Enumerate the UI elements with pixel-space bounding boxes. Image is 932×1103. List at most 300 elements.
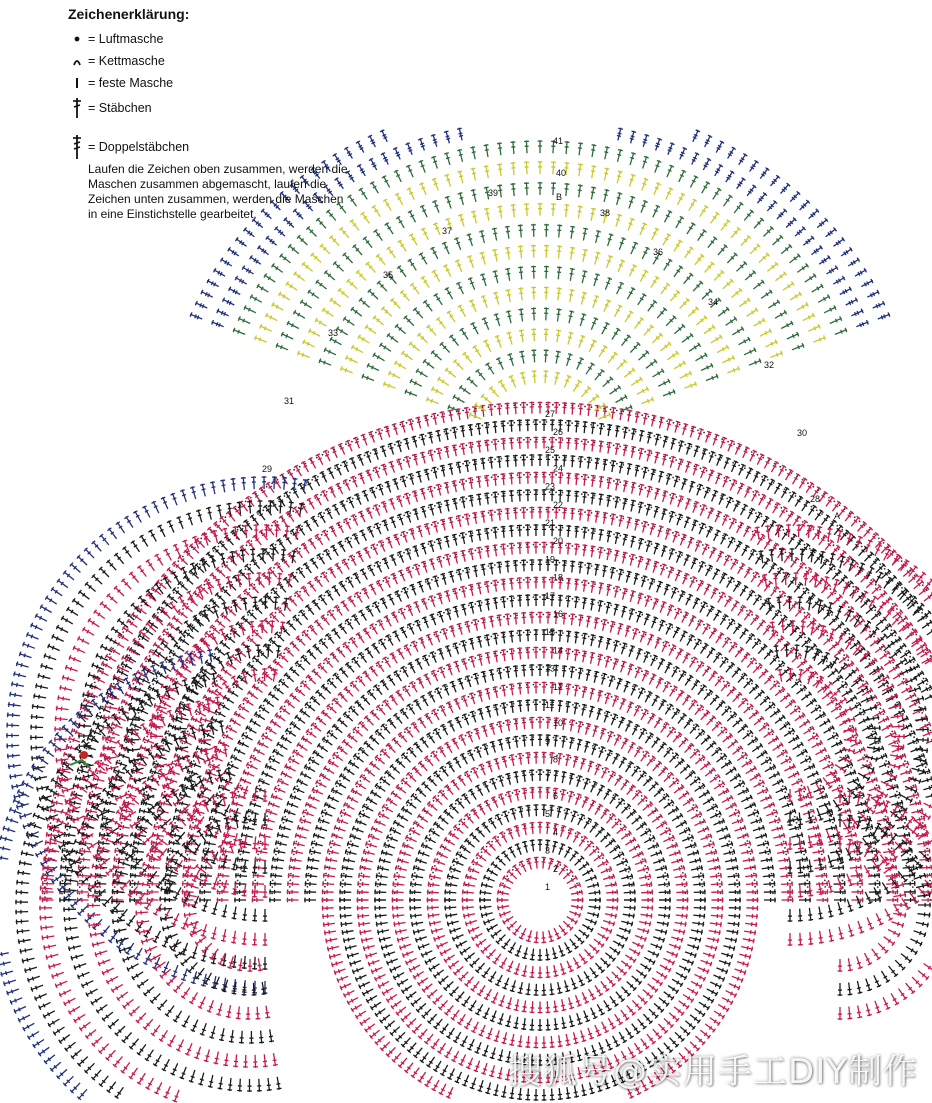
chain-stitch-mark (816, 705, 818, 707)
chain-stitch-mark (513, 545, 515, 547)
chain-stitch-mark (524, 825, 526, 827)
chain-stitch-mark (773, 707, 775, 709)
chain-stitch-mark (561, 846, 563, 848)
double-crochet-mark (250, 755, 261, 762)
chain-stitch-mark (751, 614, 753, 616)
double-crochet-mark (707, 857, 719, 862)
chain-stitch-mark (699, 816, 701, 818)
chain-stitch-mark (570, 757, 572, 759)
chain-stitch-mark (719, 816, 721, 818)
double-crochet-mark (706, 565, 713, 576)
chain-stitch-mark (647, 713, 649, 715)
double-crochet-mark (691, 865, 703, 870)
chain-stitch-mark (108, 797, 110, 799)
chain-stitch-mark (274, 637, 276, 639)
double-crochet-mark (614, 550, 619, 562)
double-crochet-mark (517, 595, 522, 607)
chain-stitch-mark (327, 735, 329, 737)
chain-stitch-mark (824, 560, 826, 562)
double-crochet-mark (582, 651, 587, 663)
chain-stitch-mark (703, 487, 705, 489)
double-crochet-mark (401, 666, 409, 677)
chain-stitch-mark (700, 505, 702, 507)
chain-stitch-mark (637, 747, 639, 749)
double-crochet-mark (284, 809, 295, 815)
chain-stitch-mark (520, 597, 522, 599)
double-crochet-mark (741, 849, 753, 854)
chain-stitch-mark (832, 822, 834, 824)
chain-stitch-mark (606, 864, 608, 866)
chain-stitch-mark (280, 584, 282, 586)
double-crochet-mark (338, 624, 346, 634)
chain-stitch-mark (360, 816, 362, 818)
chain-stitch-mark (796, 679, 798, 681)
chain-stitch-mark (311, 853, 313, 855)
chain-stitch-mark (823, 873, 825, 875)
double-crochet-mark (525, 577, 530, 589)
double-crochet-mark (365, 768, 375, 777)
chain-stitch-mark (679, 859, 681, 861)
double-crochet-mark (378, 811, 389, 818)
double-crochet-mark (722, 795, 733, 802)
chain-stitch-mark (362, 748, 364, 750)
chain-stitch-mark (255, 715, 257, 717)
chain-stitch-mark (510, 580, 512, 582)
double-crochet-mark (505, 666, 510, 678)
double-crochet-mark (542, 682, 547, 694)
double-crochet-mark (360, 774, 370, 782)
chain-stitch-mark (657, 639, 659, 641)
double-crochet-mark (709, 671, 718, 681)
chain-stitch-mark (319, 643, 321, 645)
chain-stitch-mark (755, 741, 757, 743)
chain-stitch-mark (568, 580, 570, 582)
chain-stitch-mark (662, 744, 664, 746)
chain-stitch-mark (218, 648, 220, 650)
chain-stitch-mark (923, 829, 925, 831)
chain-stitch-mark (641, 709, 643, 711)
chain-stitch-mark (333, 547, 335, 549)
double-crochet-mark (444, 742, 452, 753)
double-crochet-mark (594, 853, 604, 861)
double-crochet-mark (648, 808, 658, 817)
double-crochet-mark (669, 850, 680, 856)
chain-stitch-mark (763, 751, 765, 753)
double-crochet-mark (542, 542, 547, 554)
double-crochet-mark (509, 754, 514, 766)
chain-stitch-mark (626, 536, 628, 538)
chain-stitch-mark (825, 899, 827, 901)
chain-stitch-mark (896, 702, 898, 704)
chain-stitch-mark (323, 713, 325, 715)
double-crochet-mark (271, 793, 282, 799)
chain-stitch-mark (639, 771, 641, 773)
double-crochet-mark (729, 889, 741, 894)
chain-stitch-mark (252, 660, 254, 662)
chain-stitch-mark (513, 650, 515, 652)
chain-stitch-mark (587, 476, 589, 478)
chain-stitch-mark (702, 886, 704, 888)
double-crochet-mark (505, 773, 510, 785)
double-crochet-mark (317, 743, 327, 751)
chain-stitch-mark (379, 505, 381, 507)
chain-stitch-mark (409, 833, 411, 835)
chain-stitch-mark (497, 617, 499, 619)
chain-stitch-mark (766, 847, 768, 849)
double-crochet-mark (534, 542, 539, 554)
double-crochet-mark (728, 873, 740, 878)
chain-stitch-mark (507, 510, 509, 512)
chain-stitch-mark (163, 742, 165, 744)
chain-stitch-mark (332, 610, 334, 612)
chain-stitch-mark (421, 490, 423, 492)
chain-stitch-mark (156, 760, 158, 762)
chain-stitch-mark (822, 749, 824, 751)
chain-stitch-mark (817, 601, 819, 603)
chain-stitch-mark (753, 873, 755, 875)
chain-stitch-mark (853, 697, 855, 699)
chain-stitch-mark (449, 665, 451, 667)
chain-stitch-mark (478, 496, 480, 498)
chain-stitch-mark (133, 861, 135, 863)
double-crochet-mark (376, 661, 384, 672)
double-crochet-mark (538, 507, 543, 519)
chain-stitch-mark (515, 773, 517, 775)
double-crochet-mark (347, 841, 359, 847)
double-crochet-mark (488, 457, 493, 469)
double-crochet-mark (238, 704, 249, 712)
double-crochet-mark (745, 802, 756, 809)
chain-stitch-mark (843, 577, 845, 579)
chain-stitch-mark (672, 708, 674, 710)
chain-stitch-mark (716, 653, 718, 655)
double-crochet-mark (602, 619, 607, 631)
double-crochet-mark (303, 563, 311, 573)
double-crochet-mark (416, 787, 426, 796)
chain-stitch-mark (532, 824, 534, 826)
chain-stitch-mark (440, 594, 442, 596)
double-crochet-mark (632, 851, 643, 858)
chain-stitch-mark (324, 893, 326, 895)
chain-stitch-mark (675, 552, 677, 554)
double-crochet-mark (634, 705, 641, 716)
chain-stitch-mark (307, 879, 309, 881)
double-crochet-mark (457, 775, 465, 786)
chain-stitch-mark (323, 741, 325, 743)
double-crochet-mark (390, 653, 398, 664)
chain-stitch-mark (483, 727, 485, 729)
chain-stitch-mark (742, 828, 744, 830)
chain-stitch-mark (191, 828, 193, 830)
double-crochet-mark (663, 491, 669, 502)
chain-stitch-mark (497, 493, 499, 495)
chain-stitch-mark (663, 510, 665, 512)
chain-stitch-mark (714, 631, 716, 633)
chain-stitch-mark (916, 667, 918, 669)
chain-stitch-mark (850, 767, 852, 769)
chain-stitch-mark (431, 524, 433, 526)
chain-stitch-mark (573, 740, 575, 742)
double-crochet-mark (738, 563, 746, 574)
double-crochet-mark (321, 572, 329, 583)
chain-stitch-mark (463, 846, 465, 848)
chain-stitch-mark (359, 886, 361, 888)
double-crochet-mark (789, 534, 797, 544)
double-crochet-mark (367, 526, 374, 537)
double-crochet-mark (482, 822, 491, 832)
chain-stitch-mark (908, 772, 910, 774)
chain-stitch-mark (653, 759, 655, 761)
chain-stitch-mark (274, 860, 276, 862)
chain-stitch-mark (855, 670, 857, 672)
chain-stitch-mark (105, 810, 107, 812)
chain-stitch-mark (756, 554, 758, 556)
double-crochet-mark (745, 873, 757, 878)
chain-stitch-mark (636, 846, 638, 848)
chain-stitch-mark (101, 835, 103, 837)
double-crochet-mark (656, 821, 667, 829)
chain-stitch-mark (908, 725, 910, 727)
double-crochet-mark (325, 857, 337, 862)
chain-stitch-mark (679, 670, 681, 672)
double-crochet-mark (905, 693, 916, 700)
double-crochet-mark (447, 721, 454, 732)
double-crochet-mark (331, 788, 342, 795)
double-crochet-mark (645, 691, 652, 702)
double-crochet-mark (293, 841, 305, 846)
chain-stitch-mark (226, 731, 228, 733)
chain-stitch-mark (644, 691, 646, 693)
chain-stitch-mark (785, 854, 787, 856)
chain-stitch-mark (481, 548, 483, 550)
double-crochet-mark (735, 825, 746, 831)
chain-stitch-mark (701, 879, 703, 881)
double-crochet-mark (421, 598, 427, 609)
chain-stitch-mark (539, 824, 541, 826)
chain-stitch-mark (720, 892, 722, 894)
chain-stitch-mark (563, 756, 565, 758)
chain-stitch-mark (654, 563, 656, 565)
chain-stitch-mark (568, 527, 570, 529)
chain-stitch-mark (384, 749, 386, 751)
chain-stitch-mark (314, 671, 316, 673)
chain-stitch-mark (132, 724, 134, 726)
chain-stitch-mark (843, 714, 845, 716)
chain-stitch-mark (607, 586, 609, 588)
chain-stitch-mark (329, 634, 331, 636)
chain-stitch-mark (647, 579, 649, 581)
double-crochet-mark (525, 647, 530, 659)
chain-stitch-mark (536, 719, 538, 721)
chain-stitch-mark (327, 708, 329, 710)
chain-stitch-mark (785, 722, 787, 724)
chain-stitch-mark (296, 841, 298, 843)
double-crochet-mark (400, 850, 411, 856)
chain-stitch-mark (690, 577, 692, 579)
chain-stitch-mark (800, 684, 802, 686)
double-crochet-mark (652, 695, 660, 706)
double-crochet-mark (749, 549, 757, 560)
double-crochet-mark (409, 681, 417, 692)
double-crochet-mark (152, 832, 164, 837)
chain-stitch-mark (562, 527, 564, 529)
double-crochet-mark (623, 480, 628, 492)
chain-stitch-mark (252, 610, 254, 612)
double-crochet-mark (509, 525, 514, 537)
chain-stitch-mark (619, 589, 621, 591)
double-crochet-mark (353, 753, 363, 762)
double-crochet-mark (455, 717, 462, 728)
double-crochet-mark (290, 794, 301, 801)
double-crochet-mark (781, 881, 793, 886)
chain-stitch-mark (658, 720, 660, 722)
chain-stitch-mark (529, 614, 531, 616)
chain-stitch-mark (666, 475, 668, 477)
double-crochet-mark (645, 733, 653, 744)
chain-stitch-mark (867, 816, 869, 818)
chain-stitch-mark (402, 757, 404, 759)
chain-stitch-mark (184, 886, 186, 888)
chain-stitch-mark (256, 791, 258, 793)
double-crochet-mark (538, 839, 543, 851)
double-crochet-mark (679, 827, 690, 834)
chain-stitch-mark (366, 743, 368, 745)
chain-stitch-mark (912, 695, 914, 697)
chain-stitch-mark (376, 487, 378, 489)
chain-stitch-mark (605, 750, 607, 752)
double-crochet-mark (425, 578, 431, 589)
chain-stitch-mark (590, 821, 592, 823)
chain-stitch-mark (533, 649, 535, 651)
chain-stitch-mark (526, 456, 528, 458)
chain-stitch-mark (700, 872, 702, 874)
chain-stitch-mark (209, 725, 211, 727)
chain-stitch-mark (377, 879, 379, 881)
chain-stitch-mark (236, 886, 238, 888)
chain-stitch-mark (322, 554, 324, 556)
chain-stitch-mark (359, 892, 361, 894)
chain-stitch-mark (164, 791, 166, 793)
double-crochet-mark (297, 743, 308, 751)
chain-stitch-mark (595, 727, 597, 729)
chain-stitch-mark (600, 478, 602, 480)
double-crochet-mark (598, 859, 609, 867)
chain-stitch-mark (691, 658, 693, 660)
double-crochet-mark (252, 684, 262, 693)
chain-stitch-mark (617, 606, 619, 608)
double-crochet-mark (646, 559, 652, 571)
chain-stitch-mark (294, 847, 296, 849)
chain-stitch-mark (286, 733, 288, 735)
double-crochet-mark (917, 840, 929, 845)
chain-stitch-mark (719, 780, 721, 782)
chain-stitch-mark (853, 835, 855, 837)
chain-stitch-mark (450, 519, 452, 521)
chain-stitch-mark (913, 661, 915, 663)
chain-stitch-mark (208, 605, 210, 607)
double-crochet-mark (336, 647, 345, 657)
chain-stitch-mark (806, 797, 808, 799)
double-crochet-mark (331, 833, 343, 839)
chain-stitch-mark (386, 617, 388, 619)
double-crochet-mark (254, 857, 266, 862)
double-crochet-mark (118, 752, 129, 758)
double-crochet-mark (762, 865, 774, 870)
chain-stitch-mark (582, 617, 584, 619)
chain-stitch-mark (927, 772, 929, 774)
chain-stitch-mark (575, 581, 577, 583)
chain-stitch-mark (446, 538, 448, 540)
double-crochet-mark (659, 766, 668, 776)
chain-stitch-mark (366, 804, 368, 806)
double-crochet-mark (509, 631, 514, 643)
double-crochet-mark (607, 495, 612, 507)
chain-stitch-mark (579, 741, 581, 743)
chain-stitch-mark (280, 779, 282, 781)
chain-stitch-mark (849, 725, 851, 727)
double-crochet-mark (362, 804, 373, 811)
double-crochet-mark (462, 890, 474, 895)
double-crochet-mark (493, 651, 498, 663)
chain-stitch-mark (646, 872, 648, 874)
chain-stitch-mark (842, 681, 844, 683)
double-crochet-mark (390, 764, 400, 773)
chain-stitch-mark (434, 691, 436, 693)
chain-stitch-mark (259, 785, 261, 787)
chain-stitch-mark (601, 730, 603, 732)
chain-stitch-mark (260, 841, 262, 843)
chain-stitch-mark (363, 775, 365, 777)
chain-stitch-mark (357, 657, 359, 659)
double-crochet-mark (646, 504, 651, 516)
chain-stitch-mark (346, 803, 348, 805)
chain-stitch-mark (816, 828, 818, 830)
chain-stitch-mark (669, 727, 671, 729)
double-crochet-mark (595, 458, 600, 470)
chain-stitch-mark (672, 752, 674, 754)
chain-stitch-mark (670, 686, 672, 688)
double-crochet-mark (761, 857, 773, 862)
double-crochet-mark (590, 822, 599, 832)
chain-stitch-mark (297, 639, 299, 641)
chain-stitch-mark (344, 866, 346, 868)
chain-stitch-mark (526, 561, 528, 563)
chain-stitch-mark (729, 797, 731, 799)
chain-stitch-mark (921, 712, 923, 714)
double-crochet-mark (606, 890, 618, 895)
double-crochet-mark (649, 674, 656, 685)
chain-stitch-mark (366, 847, 368, 849)
chain-stitch-mark (399, 816, 401, 818)
chain-stitch-mark (129, 784, 131, 786)
double-crochet-mark (595, 511, 600, 523)
chain-stitch-mark (543, 859, 545, 861)
chain-stitch-mark (848, 606, 850, 608)
chain-stitch-mark (804, 637, 806, 639)
double-crochet-mark (875, 644, 885, 653)
double-crochet-mark (893, 671, 904, 679)
chain-stitch-mark (855, 737, 857, 739)
chain-stitch-mark (751, 550, 753, 552)
double-crochet-mark (351, 515, 358, 526)
chain-stitch-mark (615, 846, 617, 848)
double-crochet-mark (461, 696, 467, 707)
chain-stitch-mark (905, 828, 907, 830)
chain-stitch-mark (623, 701, 625, 703)
double-crochet-mark (525, 699, 530, 711)
chain-stitch-mark (613, 480, 615, 482)
double-crochet-mark (415, 659, 422, 670)
